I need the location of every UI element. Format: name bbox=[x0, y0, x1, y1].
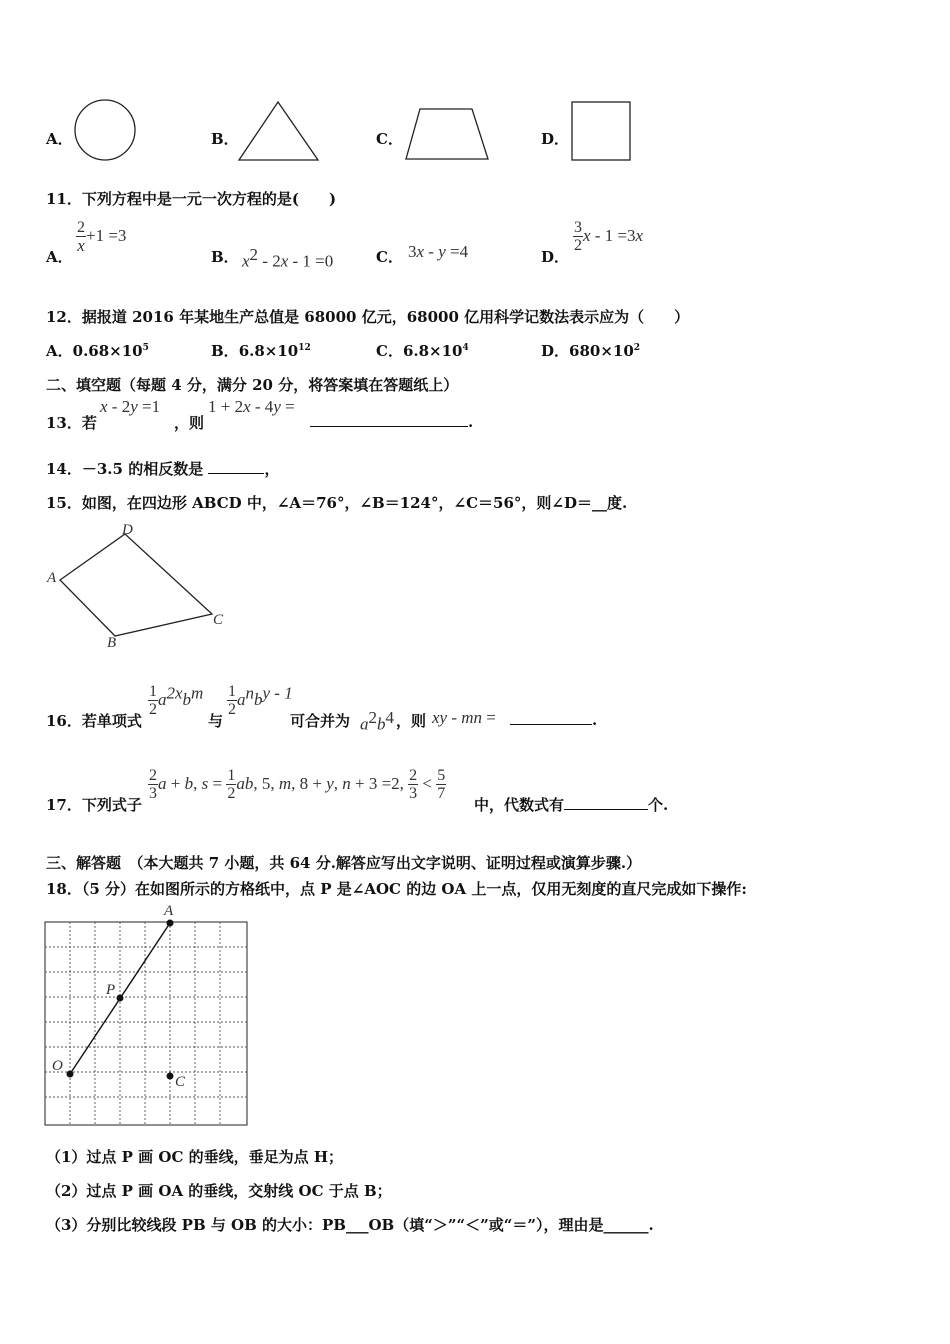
q18-stem: 18．（5 分）在如图所示的方格纸中，点 P 是∠AOC 的边 OA 上一点，仅用无刻度的直尺完成如下操作: bbox=[46, 880, 747, 898]
q16-then: ，则 bbox=[396, 712, 427, 730]
q14-answer-blank[interactable] bbox=[208, 459, 264, 474]
q12-option-c: C．$6.8\times 10^4$ bbox=[376, 342, 469, 360]
grid-point-p-label: P bbox=[106, 982, 116, 998]
q13-pre: 13．若 bbox=[46, 414, 97, 432]
q11-option-b-label: B． bbox=[211, 248, 239, 266]
section3-heading: 三、解答题 （本大题共 7 小题，共 64 分.解答应写出文字说明、证明过程或演算步骤.） bbox=[46, 854, 642, 872]
q16-with: 与 bbox=[208, 712, 224, 730]
point-d-label: D bbox=[122, 522, 133, 538]
quadrilateral-figure bbox=[40, 520, 240, 660]
q11-option-d-formula: $\frac{3}{2}$ x - 1 =3x bbox=[574, 219, 644, 254]
q16-monomial-1: $\frac{1}{2}$ $a^{2x}b^m$ bbox=[149, 683, 204, 718]
q15-text: 15．如图，在四边形 ABCD 中，∠A＝76°，∠B＝124°，∠C＝56°，则∠D＝__度. bbox=[46, 494, 628, 512]
q13-expression: 1 + 2x - 4y = bbox=[208, 397, 295, 416]
q10-option-d-label: D． bbox=[541, 130, 570, 148]
grid-figure bbox=[44, 920, 250, 1128]
q11-option-d-label: D． bbox=[541, 248, 570, 266]
q11-stem: 11．下列方程中是一元一次方程的是( ) bbox=[46, 190, 337, 208]
q18-part-2: （2）过点 P 画 OA 的垂线，交射线 OC 于点 B； bbox=[46, 1182, 392, 1200]
q16-combined: $a^2b^4$ bbox=[360, 708, 394, 734]
q13-answer-blank[interactable]: . bbox=[310, 412, 473, 431]
q12-option-b: B．$6.8\times 10^{12}$ bbox=[211, 342, 311, 360]
point-b-label: B bbox=[107, 635, 117, 651]
point-a-label: A bbox=[47, 570, 57, 586]
q10-option-a-label: A． bbox=[46, 130, 73, 148]
q18-part-1: （1）过点 P 画 OC 的垂线，垂足为点 H； bbox=[46, 1148, 344, 1166]
q16-monomial-2: $\frac{1}{2}$ $a^nb^{y - 1}$ bbox=[228, 683, 293, 718]
q11-option-b-formula: $x^2 - 2x - 1 =0$ bbox=[242, 245, 334, 271]
q16-expression: xy - mn = bbox=[432, 708, 496, 727]
q12-option-a: A．$0.68\times 10^5$ bbox=[46, 342, 149, 360]
q17-mid: 中，代数式有 个. bbox=[474, 796, 669, 814]
q16-answer-blank[interactable]: . bbox=[510, 710, 597, 729]
triangle-figure bbox=[237, 100, 321, 164]
q16-pre: 16．若单项式 bbox=[46, 712, 142, 730]
q11-option-a-label: A． bbox=[46, 248, 73, 266]
circle-figure bbox=[73, 98, 139, 164]
point-c-label: C bbox=[213, 612, 224, 628]
q11-option-c-formula: 3x - y =4 bbox=[408, 242, 469, 261]
q17-pre: 17．下列式子 bbox=[46, 796, 142, 814]
grid-point-a-label: A bbox=[164, 903, 174, 919]
grid-point-o-label: O bbox=[52, 1058, 63, 1074]
q10-option-b-label: B． bbox=[211, 130, 239, 148]
trapezoid-figure bbox=[404, 106, 492, 164]
grid-point-c-label: C bbox=[175, 1074, 186, 1090]
q10-option-c-label: C． bbox=[376, 130, 403, 148]
q17-expressions: $\frac{2}{3}$ a + b, s = $\frac{1}{2}$ ab, 5, m, 8 + y, n + 3 =2, $\frac{2}{3}$ < $\frac{5}{7}$ bbox=[149, 767, 446, 802]
section2-heading: 二、填空题（每题 4 分，满分 20 分，将答案填在答题纸上） bbox=[46, 376, 459, 394]
q14-text: 14．－3.5 的相反数是 ， bbox=[46, 460, 280, 478]
q11-option-a-formula: $\frac{2}{x}$ +1 =3 bbox=[77, 219, 127, 255]
q16-mid: 可合并为 bbox=[290, 712, 351, 730]
q18-part-3: （3）分别比较线段 PB 与 OB 的大小：PB___OB（填“＞”“＜”或“＝”），理由是______. bbox=[46, 1216, 654, 1234]
square-figure bbox=[570, 100, 634, 164]
q12-stem: 12．据报道 2016 年某地生产总值是 68000 亿元，68000 亿用科学记数法表示应为（ ） bbox=[46, 308, 690, 326]
q13-condition: x - 2y =1 bbox=[100, 397, 161, 416]
q13-mid: ，则 bbox=[174, 414, 205, 432]
q12-option-d: D．$680\times 10^2$ bbox=[541, 342, 641, 360]
q11-option-c-label: C． bbox=[376, 248, 403, 266]
q17-answer-blank[interactable] bbox=[564, 795, 648, 810]
